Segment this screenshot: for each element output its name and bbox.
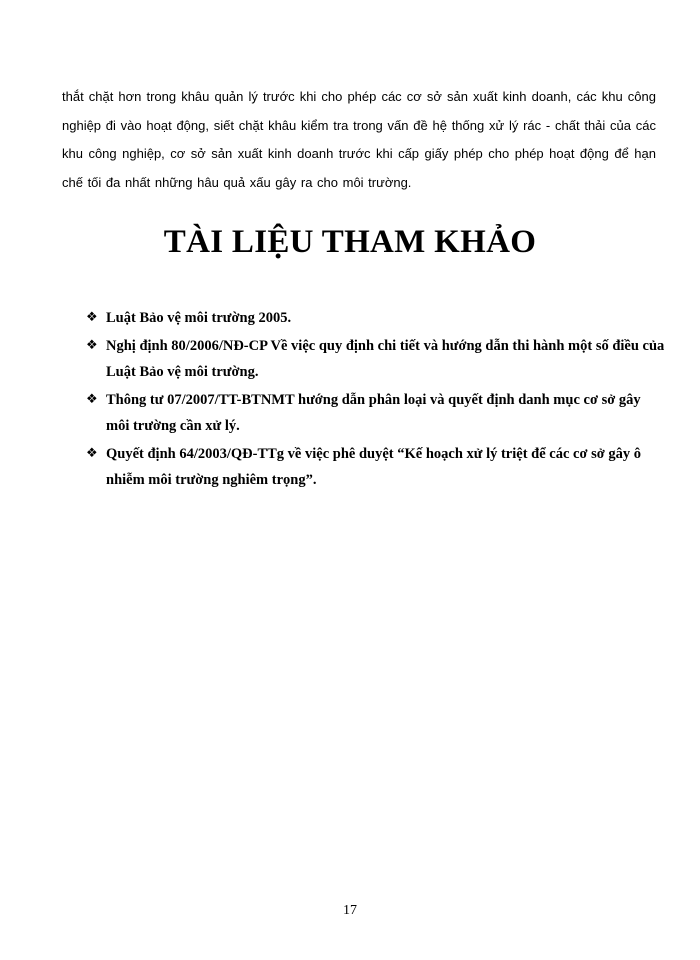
- reference-item: [86, 305, 666, 332]
- reference-text: Thông tư 07/2007/TT-BTNMT hướng dẫn phân loại và quyết định danh mục cơ sở gây môi trường cần xử lý.: [106, 391, 641, 434]
- references-title: TÀI LIỆU THAM KHẢO: [163, 224, 537, 261]
- body-paragraph: thắt chặt hơn trong khâu quản lý trước khi cho phép các cơ sở sản xuất kinh doanh, các khu công nghiệp đi vào hoạt động, siết chặt khâu kiểm tra trong vấn đề hệ thống xử lý rác - chất thải của các khu công nghiệp, cơ sở sản xuất kinh doanh trước khi cấp giấy phép cho phép hoạt động để hạn chế tối đa nhất những hâu quả xấu gây ra cho môi trường.: [62, 89, 656, 190]
- reference-item: [86, 387, 666, 440]
- reference-item: [86, 333, 666, 386]
- reference-item: [86, 441, 666, 494]
- page-number: 17: [343, 903, 357, 918]
- reference-text: Quyết định 64/2003/QĐ-TTg về việc phê duyệt “Kế hoạch xử lý triệt để các cơ sở gây ô nhiễm môi trường nghiêm trọng”.: [106, 445, 642, 488]
- diamond-bullet-icon: ❖: [86, 337, 98, 353]
- diamond-bullet-icon: ❖: [86, 310, 98, 325]
- diamond-bullet-icon: ❖: [86, 445, 98, 461]
- diamond-bullet-icon: ❖: [86, 391, 98, 407]
- reference-text: Luật Bảo vệ môi trường 2005.: [106, 310, 292, 326]
- reference-text: Nghị định 80/2006/NĐ-CP Về việc quy định chi tiết và hướng dẫn thi hành một số điều của Luật Bảo vệ môi trường.: [106, 337, 665, 380]
- references-list: [86, 305, 666, 495]
